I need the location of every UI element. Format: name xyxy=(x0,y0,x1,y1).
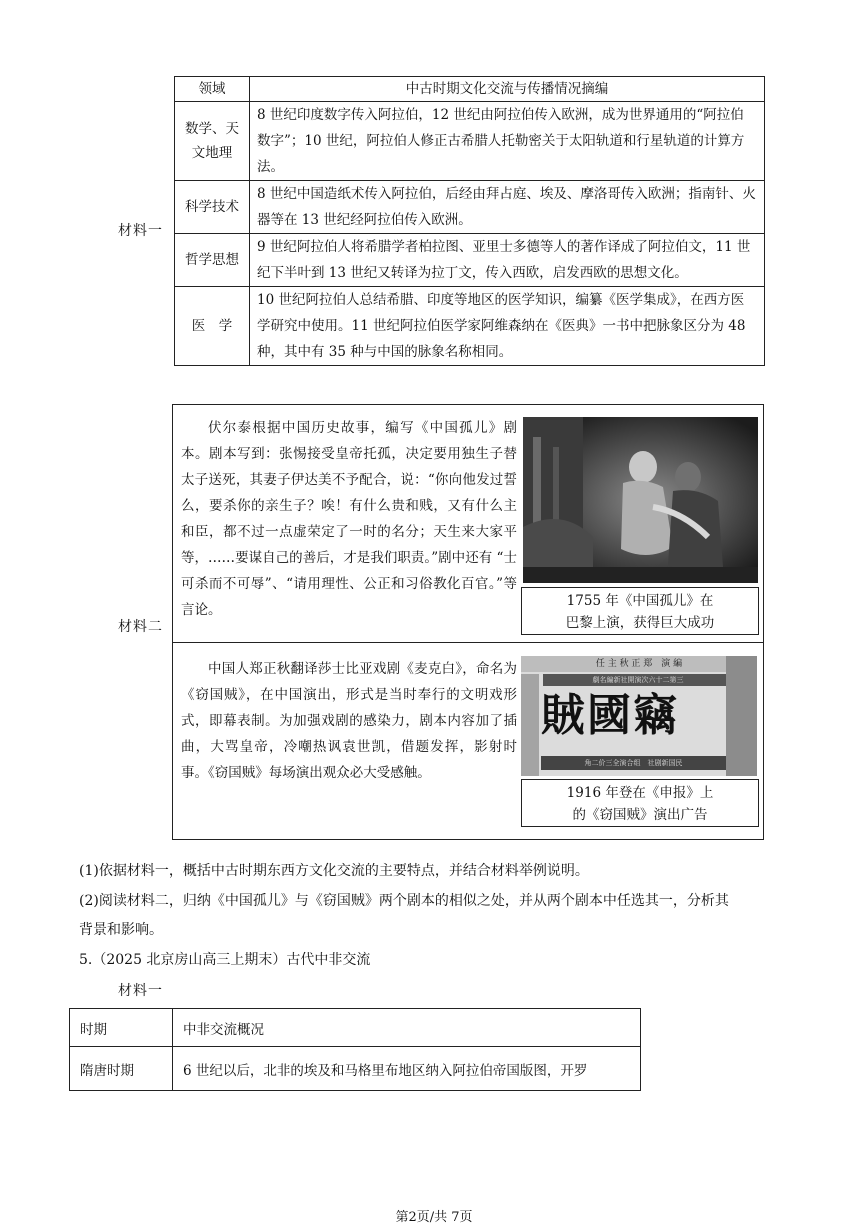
header-content: 中古时期文化交流与传播情况摘编 xyxy=(250,77,765,102)
material-one-label-q5: 材料一 xyxy=(118,983,163,999)
row-content: 10 世纪阿拉伯人总结希腊、印度等地区的医学知识，编纂《医学集成》，在西方医学研究中使用。11 世纪阿拉伯医学家阿维森纳在《医典》一书中把脉象区分为 48 种，其中有 35 种与中国的脉象名称相同。 xyxy=(250,287,765,366)
poster-bottom-line: 角二价三全演合组 社剧新国民 xyxy=(541,756,726,770)
material-two-box xyxy=(172,404,764,840)
table-row xyxy=(175,287,765,366)
orphan-photo-caption xyxy=(521,587,759,635)
row-content: 6 世纪以后，北非的埃及和马格里布地区纳入阿拉伯帝国版图，开罗 xyxy=(173,1047,641,1091)
question-2-line-2: 背景和影响。 xyxy=(79,922,163,938)
material-one-label: 材料一 xyxy=(118,223,163,239)
caption-line: 的《窃国贼》演出广告 xyxy=(572,807,708,823)
poster-side-left xyxy=(521,674,539,776)
section-divider xyxy=(173,642,763,643)
orphan-of-china-text: 伏尔泰根据中国历史故事，编写《中国孤儿》剧本。剧本写到：张惕接受皇帝托孤，决定要用独生子替太子送死，其妻子伊达美不予配合，说：“你向他发过誓么，要杀你的亲生子？唉！有什么贵和贱，又有什么主和臣，都不过一点虚荣定了一时的名分；天生来大家平等，……要谋自己的善后，才是我们职责。”剧中还有 “士可杀而不可辱”、“请用理性、公正和习俗教化百官。”等言论。 xyxy=(181,420,517,618)
question-5-title: 5.（2025 北京房山高三上期末）古代中非交流 xyxy=(79,952,371,968)
macbeth-translation-text: 中国人郑正秋翻译莎士比亚戏剧《麦克白》，命名为《窃国贼》，在中国演出，形式是当时奉行的文明戏形式，即幕表制。为加强戏剧的感染力，剧本内容加了插曲，大骂皇帝，冷嘲热讽袁世凯，借题发挥，影射时事。《窃国贼》每场演出观众必大受感触。 xyxy=(181,661,517,781)
row-content: 9 世纪阿拉伯人将希腊学者柏拉图、亚里士多德等人的著作译成了阿拉伯文，11 世纪下半叶到 13 世纪又转译为拉丁文，传入西欧，启发西欧的思想文化。 xyxy=(250,234,765,287)
orphan-of-china-photo xyxy=(523,417,758,583)
table-header-row xyxy=(70,1009,641,1047)
row-field: 数学、天文地理 xyxy=(175,102,250,181)
row-field: 医 学 xyxy=(175,287,250,366)
stage-scene-image xyxy=(523,417,758,583)
table-row xyxy=(175,234,765,287)
material-two-label: 材料二 xyxy=(118,619,163,635)
question-2-line-1: (2)阅读材料二，归纳《中国孤儿》与《窃国贼》两个剧本的相似之处，并从两个剧本中任选其一，分析其 xyxy=(79,893,729,909)
header-period: 时期 xyxy=(70,1009,173,1047)
table-row xyxy=(70,1047,641,1091)
row-content: 8 世纪中国造纸术传入阿拉伯，后经由拜占庭、埃及、摩洛哥传入欧洲；指南针、火器等在 13 世纪经阿拉伯传入欧洲。 xyxy=(250,181,765,234)
header-field: 领域 xyxy=(175,77,250,102)
header-content: 中非交流概况 xyxy=(173,1009,641,1047)
poster-title: 賊國竊 xyxy=(541,690,679,741)
caption-line: 巴黎上演，获得巨大成功 xyxy=(565,615,715,631)
page-footer: 第2页/共 7页 xyxy=(395,1210,473,1225)
sino-africa-table xyxy=(69,1008,641,1091)
table-header-row xyxy=(175,77,765,102)
culture-exchange-table xyxy=(174,76,765,366)
row-content: 8 世纪印度数字传入阿拉伯，12 世纪由阿拉伯传入欧洲，成为世界通用的“阿拉伯数字”；10 世纪，阿拉伯人修正古希腊人托勒密关于太阳轨道和行星轨道的计算方法。 xyxy=(250,102,765,181)
row-field: 科学技术 xyxy=(175,181,250,234)
poster-strip: 劇名編新社開演次六十二第三 xyxy=(543,674,733,686)
caption-line: 1916 年登在《申报》上 xyxy=(566,785,714,801)
row-period: 隋唐时期 xyxy=(70,1047,173,1091)
table-row xyxy=(175,181,765,234)
table-row xyxy=(175,102,765,181)
shenbao-ad-caption xyxy=(521,779,759,827)
caption-line: 1755 年《中国孤儿》在 xyxy=(566,593,714,609)
poster-top-line: 任 主 秋 正 郑 演 編 xyxy=(521,656,757,672)
poster-side xyxy=(726,656,757,776)
shenbao-ad-image xyxy=(521,656,757,776)
question-1: (1)依据材料一，概括中古时期东西方文化交流的主要特点，并结合材料举例说明。 xyxy=(79,863,589,879)
row-field: 哲学思想 xyxy=(175,234,250,287)
